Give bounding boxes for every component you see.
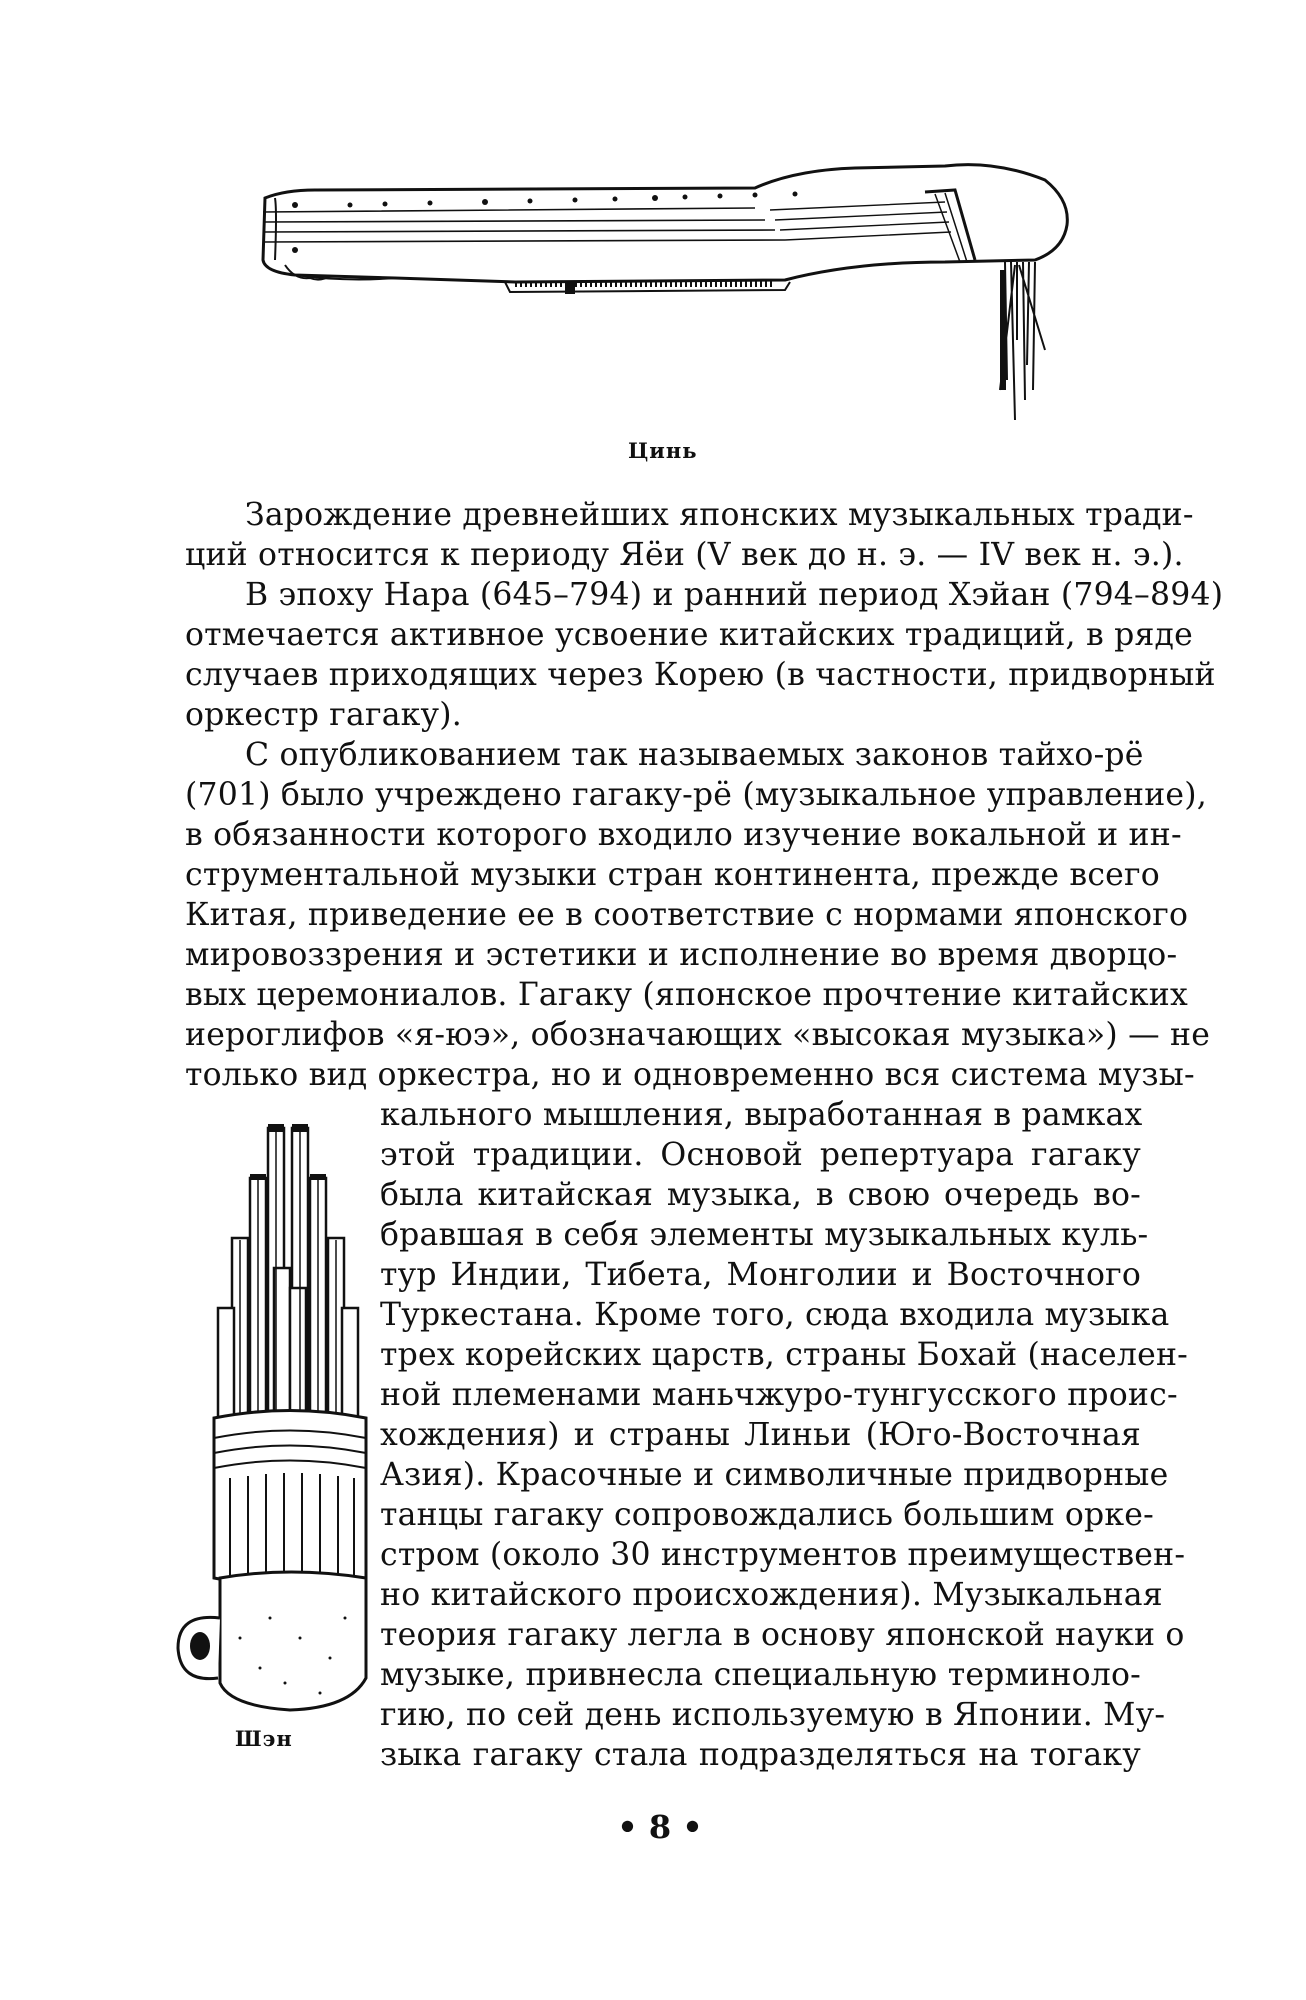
- qin-illustration: [255, 150, 1075, 450]
- text-line: теория гагаку легла в основу японской науки о: [380, 1617, 1185, 1653]
- text-line: этой традиции. Основой репертуара гагаку: [380, 1137, 1141, 1173]
- text-line: (701) было учреждено гагаку-рё (музыкальное управление),: [185, 777, 1207, 813]
- text-line: струментальной музыки стран континента, прежде всего: [185, 857, 1160, 893]
- text-line: мировоззрения и эстетики и исполнение во время дворцо-: [185, 937, 1178, 973]
- text-line: С опубликованием так называемых законов тайхо-рё: [245, 737, 1144, 773]
- text-line: Туркестана. Кроме того, сюда входила музыка: [380, 1297, 1170, 1333]
- text-line: случаев приходящих через Корею (в частности, придворный: [185, 657, 1216, 693]
- text-line: танцы гагаку сопровождались большим орке-: [380, 1497, 1154, 1533]
- text-line: иероглифов «я-юэ», обозначающих «высокая музыка») — не: [185, 1017, 1211, 1053]
- text-line: бравшая в себя элементы музыкальных куль-: [380, 1217, 1149, 1253]
- text-line: отмечается активное усвоение китайских традиций, в ряде: [185, 617, 1193, 653]
- text-line: ций относится к периоду Яёи (V век до н. э. — IV век н. э.).: [185, 537, 1184, 573]
- text-line: Азия). Красочные и символичные придворные: [380, 1457, 1169, 1493]
- text-line: тур Индии, Тибета, Монголии и Восточного: [380, 1257, 1141, 1293]
- text-line: но китайского происхождения). Музыкальная: [380, 1577, 1163, 1613]
- qin-zither-icon: [255, 150, 1075, 450]
- text-line: только вид оркестра, но и одновременно вся система музы-: [185, 1057, 1195, 1093]
- text-line: Китая, приведение ее в соответствие с нормами японского: [185, 897, 1189, 933]
- text-line: оркестр гагаку).: [185, 697, 462, 733]
- page-number: • 8 •: [617, 1808, 703, 1846]
- text-line: хождения) и страны Линьи (Юго-Восточная: [380, 1417, 1141, 1453]
- text-line: В эпоху Нара (645–794) и ранний период Хэйан (794–894): [245, 577, 1224, 613]
- text-line: кального мышления, выработанная в рамках: [380, 1097, 1143, 1133]
- text-line: стром (около 30 инструментов преимуществен-: [380, 1537, 1186, 1573]
- sheng-caption: Шэн: [235, 1726, 293, 1751]
- text-line: трех корейских царств, страны Бохай (населен-: [380, 1337, 1188, 1373]
- text-line: гию, по сей день используемую в Японии. Му-: [380, 1697, 1166, 1733]
- text-line: в обязанности которого входило изучение вокальной и ин-: [185, 817, 1182, 853]
- text-line: зыка гагаку стала подразделяться на тогаку: [380, 1737, 1141, 1773]
- sheng-illustration: [170, 1118, 370, 1728]
- text-line: музыке, привнесла специальную терминоло-: [380, 1657, 1141, 1693]
- sheng-mouth-organ-icon: [170, 1118, 370, 1728]
- text-line: ной племенами маньчжуро-тунгусского проис-: [380, 1377, 1178, 1413]
- text-line: вых церемониалов. Гагаку (японское прочтение китайских: [185, 977, 1188, 1013]
- text-line: была китайская музыка, в свою очередь во-: [380, 1177, 1141, 1213]
- text-line: Зарождение древнейших японских музыкальных тради-: [245, 497, 1194, 533]
- qin-caption: Цинь: [628, 438, 698, 463]
